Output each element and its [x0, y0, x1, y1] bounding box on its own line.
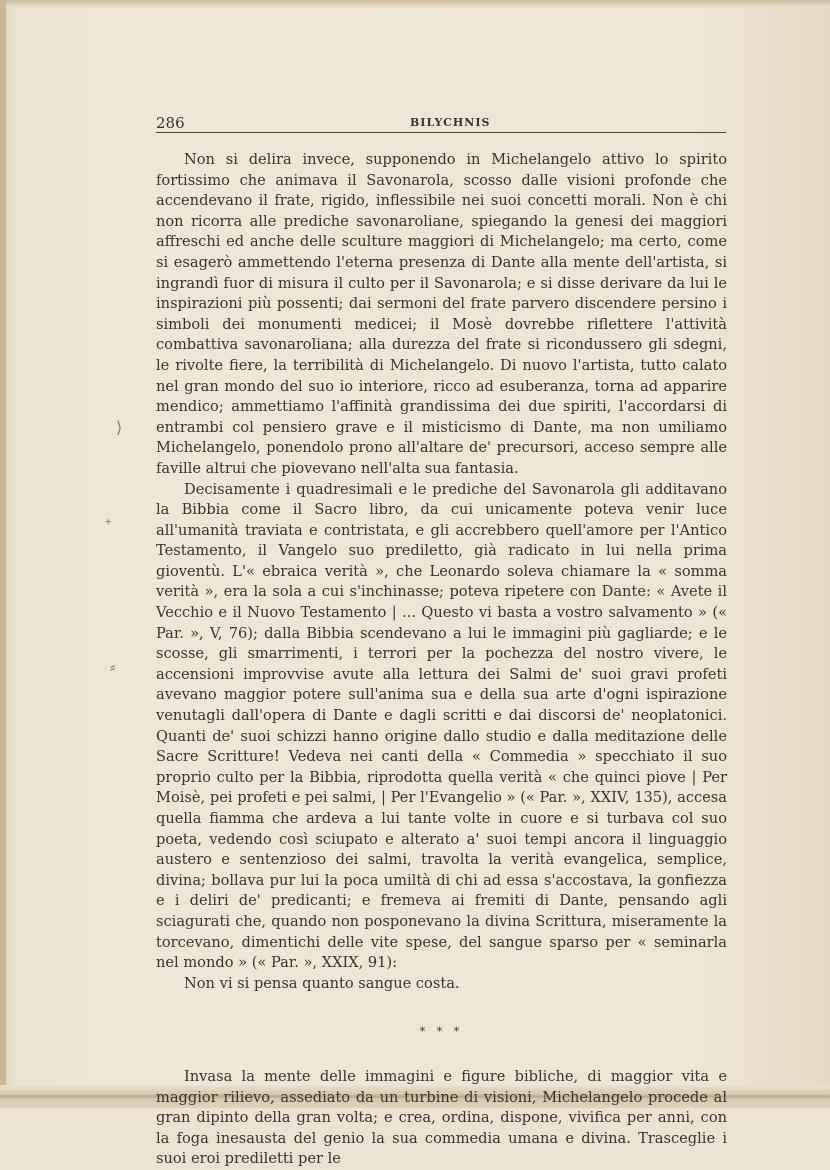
section-separator: * * * [419, 1025, 464, 1039]
page-top-edge [0, 0, 830, 8]
pencil-margin-mark: ⟩ [116, 418, 123, 437]
paragraph: Non si delira invece, supponendo in Michelangelo attivo lo spirito fortissimo che animava il Savonarola, scosso dalle visioni profonde che accendevano il frate, rigido, inflessibile nei suoi concetti morali. Non è chi non ricorra alle prediche savonaroliane, spiegando la genesi dei maggiori affreschi ed anche delle sculture maggiori di Michelangelo; ma certo, come si esagerò ammettendo l'eterna presenza di Dante alla mente dell'artista, si ingrandì fuor di misura il culto per il Savonarola; e si disse derivare da lui le inspirazioni più possenti; dai sermoni del frate parvero discendere persino i simboli dei monumenti medicei; il Mosè dovrebbe riflettere l'attività combattiva savonaroliana; alla durezza del frate si ricondussero gli sdegni, le rivolte fiere, la terribilità di Michelangelo. Di nuovo l'artista, tutto calato nel gran mondo del suo io interiore, ricco ad esuberanza, torna ad apparire mendico; ammettiamo l'affinità grandissima dei due spiriti, l'accordarsi di entrambi col pensiero grave e il misticismo di Dante, ma non umiliamo Michelangelo, ponendolo prono all'altare de' precursori, acceso sempre alle faville altrui che piovevano nell'alta sua fantasia. [156, 151, 727, 477]
pencil-margin-mark: ⁺ [104, 515, 113, 534]
pencil-margin-mark: ⸗ [110, 657, 116, 676]
paragraph: Invasa la mente delle immagini e figure bibliche, di maggior vita e maggior rilievo, assediato da un turbine di visioni, Michelangelo procede al gran dipinto della gran volta; e crea, ordina, dispone, vivifica per anni, con la foga inesausta del genio la sua commedia umana e divina. Trasceglie i suoi eroi prediletti per le [156, 1067, 727, 1168]
verse-quote: Non vi si pensa quanto sangue costa. [184, 974, 460, 992]
paragraph: Decisamente i quadresimali e le prediche del Savonarola gli additavano la Bibbia come il Sacro libro, da cui unicamente poteva venir luce all'umanità traviata e contristata, e gli accrebbero quell'amore per l'Antico Testamento, il Vangelo suo prediletto, già radicato in lui nella prima gioventù. L'« ebraica verità », che Leonardo soleva chiamare la « somma verità », era la sola a cui s'inchinasse; poteva ripetere con Dante: « Avete il Vecchio e il Nuovo Testamento | ... Questo vi basta a vostro salvamento » (« Par. », V, 76); dalla Bibbia scendevano a lui le immagini più gagliarde; e le scosse, gli smarrimenti, i terrori per la pochezza del nostro vivere, le accensioni improvvise avute alla lettura dei Salmi de' suoi gravi profeti avevano maggior potere sull'anima sua e della sua arte d'ogni ispirazione venutagli dall'opera di Dante e dagli scritti e dai discorsi de' neoplatonici. Quanti de' suoi schizzi hanno origine dallo studio e dalla meditazione delle Sacre Scritture! Vedeva nei canti della « Commedia » specchiato il suo proprio culto per la Bibbia, riprodotta quella verità « che quinci piove | Per Moisè, pei profeti e pei salmi, | Per l'Evangelio » (« Par. », XXIV, 135), accesa quella fiamma che ardeva a lui tante volte in cuore e si turbava col suo poeta, vedendo così sciupato e alterato a' suoi tempi ancora il linguaggio austero e sentenzioso dei salmi, travolta la verità evangelica, semplice, divina; bollava pur lui la poca umiltà di chi ad essa s'accostava, la gonfiezza e i deliri de' predicanti; e fremeva ai fremiti di Dante, pensando agli sciagurati che, quando non posponevano la divina Scrittura, miseramente la torcevano, dimentichi delle vite spese, del sangue sparso per « seminarla nel mondo » (« Par. », XXIX, 91): [156, 480, 727, 972]
page-left-edge [0, 0, 6, 1108]
header-rule [156, 132, 726, 133]
page-header [156, 114, 726, 134]
body-text [156, 150, 727, 1170]
running-head: BILYCHNIS [410, 116, 491, 129]
page-number: 286 [156, 114, 185, 132]
